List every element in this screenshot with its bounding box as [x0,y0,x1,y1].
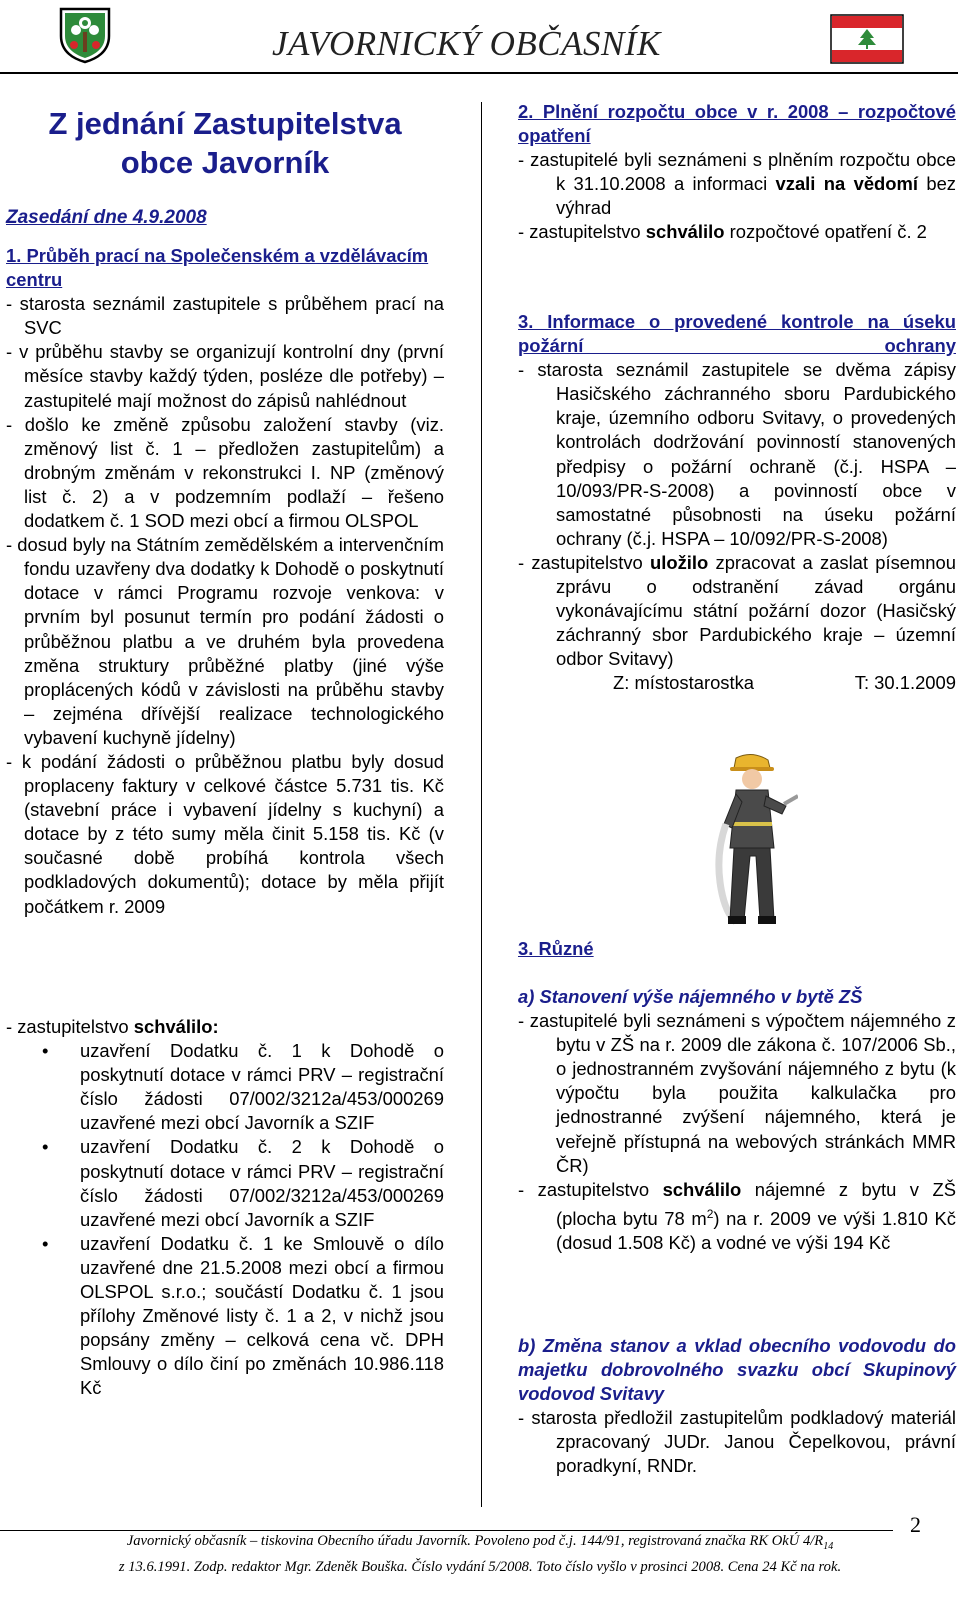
bullet-item: • uzavření Dodatku č. 1 ke Smlouvě o dílo uzavřené dne 21.5.2008 mezi obcí a firmou OLSPOL s.r.o.; součástí Dodatku č. 1 jsou přílohy Změnové listy č. 1 a 2, v nichž jsou popsány změny – celková cena vč. DPH Smlouvy o dílo činí po změnách 10.986.118 Kč [42,1232,444,1399]
bullet-icon: • [42,1136,49,1158]
list-item: - starosta seznámil zastupitele s průběhem prací na SVC [6,293,444,339]
bullet-item: • uzavření Dodatku č. 2 k Dohodě o poskytnutí dotace v rámci PRV – registrační číslo žádosti 07/002/3212a/453/000269 uzavřené mezi obcí Javorník a SZIF [42,1136,444,1230]
approved-list [6,1015,444,1401]
section-heading: 2. Plnění rozpočtu obce v r. 2008 – rozpočtové opatření [518,101,956,147]
subsection-heading: a) Stanovení výše nájemného v bytě ZŠ [518,986,863,1007]
bullet-item: • uzavření Dodatku č. 1 k Dohodě o poskytnutí dotace v rámci PRV – registrační číslo žádosti 07/002/3212a/453/000269 uzavřené mezi obcí Javorník a SZIF [42,1040,444,1134]
firefighter-illustration [706,752,798,928]
section-3 [518,310,956,696]
header-rule [0,72,958,74]
section-heading: 3. Různé [518,938,594,959]
page-footer [60,1531,900,1577]
list-item: - starosta předložil zastupitelům podkladový materiál zpracovaný JUDr. Janou Čepelkovou, právní poradkyní, RNDr. [518,1407,956,1477]
subsection-heading: b) Změna stanov a vklad obecního vodovodu do majetku dobrovolného svazku obcí Skupinový vodovod Svitavy [518,1335,956,1405]
section-1 [6,244,444,919]
list-item: - zastupitelstvo schválilo nájemné z bytu v ZŠ (plocha bytu 78 $m^2$) na r. 2009 ve výši 1.810 Kč (dosud 1.508 Kč) a vodné ve výši 194 Kč [518,1178,957,1254]
article-title: Z jednání Zastupitelstva obce Javorník [48,106,402,180]
section-2 [518,100,956,245]
list-item: - zastupitelstvo uložilo zpracovat a zaslat písemnou zprávu o odstranění závad orgánu vykonávajícímu státní požární dozor (Hasičský záchranný sbor Pardubického kraje – územní odbor Svitavy) [518,551,956,670]
municipal-flag-icon [830,14,904,64]
list-item: - k podání žádosti o průběžnou platbu byly dosud proplaceny faktury v celkové částce 5.731 tis. Kč (stavební práce i vybavení jídelny s kuchyní) a dotace by z této sumy měla činit 5.158 tis. Kč (v současné době probíhá kontrola všech podkladových dokumentů); dotace by měla přijít počátkem r. 2009 [6,750,444,917]
list-item: - zastupitelé byli seznámeni s výpočtem nájemného z bytu v ZŠ na r. 2009 dle zákona č. 107/2006 Sb., o jednostranném zvyšování nájemného z bytu (k výpočtu byla použita kalkulačka pro jednostranné zvýšení nájemného, která je veřejně přístupná na webových stránkách MMR ČR) [518,1010,956,1176]
bullet-icon: • [42,1040,49,1062]
column-divider [481,102,482,1507]
page-header [0,0,960,75]
responsible-person: Z: místostarostka [613,672,755,694]
page-number: 2 [910,1512,921,1537]
section-4 [518,937,956,961]
footer-line-1: Javornický občasník – tiskovina Obecního úřadu Javorník. Povoleno pod č.j. 144/91, registrovaná značka RK OkÚ $4/R_{14}$ [126,1533,834,1552]
subsection-a [518,985,956,1255]
list-item: - zastupitelstvo schválilo rozpočtové opatření č. 2 [518,221,927,243]
task-assignment [518,671,956,695]
task-deadline: T: 30.1.2009 [854,672,956,694]
bullet-icon: • [42,1232,49,1254]
section-heading: 3. Informace o provedené kontrole na úseku požární ochrany [518,311,956,357]
footer-line-2: z 13.6.1991. Zodp. redaktor Mgr. Zdeněk Bouška. Číslo vydání 5/2008. Toto číslo vyšlo v prosinci 2008. Cena 24 Kč na rok. [118,1558,842,1575]
list-item: - v průběhu stavby se organizují kontrolní dny (první měsíce stavby každý týden, posléze dle potřeby) – zastupitelé mají možnost do zápisů nahlédnout [6,341,444,411]
list-item: - zastupitelé byli seznámeni s plněním rozpočtu obce k 31.10.2008 a informaci vzali na vědomí bez výhrad [518,149,956,219]
meeting-date: Zasedání dne 4.9.2008 [6,207,207,228]
list-item: - starosta seznámil zastupitele se dvěma zápisy Hasičského záchranného sboru Pardubického kraje, územního odboru Svitavy, o provedených kontrolách dodržování povinností stanovených předpisy o požární ochraně (č.j. HSPA – 10/093/PR-S-2008) a povinností obce v samostatné působnosti na úseku požární ochrany (č.j. HSPA – 10/092/PR-S-2008) [518,359,956,549]
list-item: - dosud byly na Státním zemědělském a intervenčním fondu uzavřeny dva dodatky k Dohodě o poskytnutí dotace v rámci Programu rozvoje venkova: v prvním byl posunut termín pro podání žádosti o průběžnou platbu a ve druhém byla provedena změna struktury průběžné platby (jiné výše proplácených kódů v závislosti na průběhu stavby – zejména dřívější realizace technologického vybavení kuchyně jídelny) [6,534,444,748]
section-heading: 1. Průběh prací na Společenském a vzdělávacím centru [6,245,429,291]
subsection-b [518,1334,956,1479]
approved-heading: - zastupitelstvo schválilo: [6,1016,219,1037]
list-item: - došlo ke změně způsobu založení stavby (viz. změnový list č. 1 – předložen zastupitelům) a drobným změnám v rekonstrukci I. NP (změnový list č. 2) a v podzemním podlaží – řešeno dodatkem č. 1 SOD mezi obcí a firmou OLSPOL [6,413,444,532]
municipal-crest-icon [58,6,112,64]
masthead-title: JAVORNICKÝ OBČASNÍK [272,24,661,63]
